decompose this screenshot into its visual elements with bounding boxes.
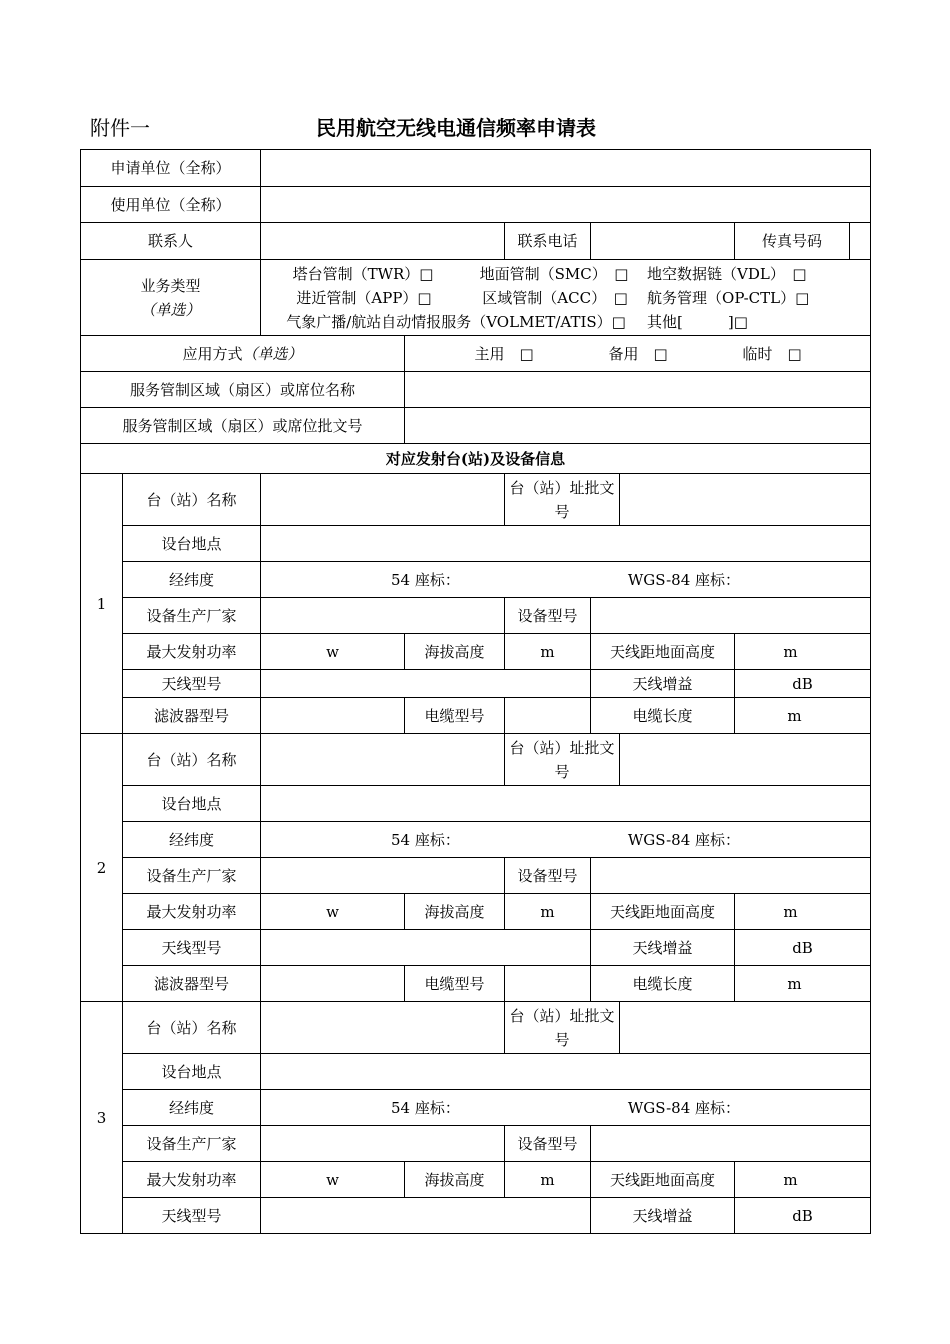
model-field[interactable] [591, 1126, 871, 1162]
coord-54-label: 54 座标： [391, 1098, 460, 1117]
location-field[interactable] [261, 526, 871, 562]
power-unit[interactable]: w [261, 634, 405, 670]
contact-field[interactable] [261, 223, 505, 260]
sector-name-row [81, 372, 871, 408]
station-3-antenna-row [81, 1198, 871, 1234]
option-other[interactable]: 其他[ ]□ [647, 312, 748, 331]
station-approval-label: 台（站）址批文号 [505, 734, 620, 786]
station-3-manufacturer-row [81, 1126, 871, 1162]
station-1-coords-row [81, 562, 871, 598]
antenna-height-unit[interactable]: m [735, 634, 871, 670]
gain-unit[interactable]: dB [735, 1198, 871, 1234]
station-number: 3 [81, 1002, 123, 1234]
station-2-power-row [81, 894, 871, 930]
cable-length-label: 电缆长度 [591, 698, 735, 734]
contact-label: 联系人 [81, 223, 261, 260]
attachment-label: 附件一 [90, 116, 150, 140]
business-options [261, 260, 871, 336]
business-type-label-cell [81, 260, 261, 336]
station-1-power-row [81, 634, 871, 670]
coords-field[interactable] [261, 562, 871, 598]
station-2-name-row [81, 734, 871, 786]
coord-54-label: 54 座标： [391, 830, 460, 849]
option-op-ctl[interactable]: 航务管理（OP-CTL）□ [647, 288, 810, 307]
cable-model-label: 电缆型号 [405, 966, 505, 1002]
applicant-field[interactable] [261, 150, 871, 187]
station-number: 2 [81, 734, 123, 1002]
phone-field[interactable] [591, 223, 735, 260]
mode-backup[interactable]: 备用 □ [608, 344, 668, 363]
filter-model-field[interactable] [261, 698, 405, 734]
coord-wgs84-label: WGS-84 座标： [627, 830, 741, 849]
user-label: 使用单位（全称） [81, 187, 261, 223]
phone-label: 联系电话 [505, 223, 591, 260]
sector-name-field[interactable] [405, 372, 871, 408]
coords-field[interactable] [261, 822, 871, 858]
power-label: 最大发射功率 [123, 634, 261, 670]
filter-model-field[interactable] [261, 966, 405, 1002]
filter-model-label: 滤波器型号 [123, 698, 261, 734]
mode-temporary[interactable]: 临时 □ [742, 344, 802, 363]
station-approval-field[interactable] [620, 734, 871, 786]
manufacturer-field[interactable] [261, 598, 505, 634]
station-3-power-row [81, 1162, 871, 1198]
power-unit[interactable]: w [261, 894, 405, 930]
antenna-model-label: 天线型号 [123, 930, 261, 966]
gain-unit[interactable]: dB [735, 670, 871, 698]
station-2-cable-row [81, 966, 871, 1002]
application-mode-options [405, 336, 871, 372]
power-label: 最大发射功率 [123, 894, 261, 930]
coord-wgs84-label: WGS-84 座标： [627, 1098, 741, 1117]
altitude-unit[interactable]: m [505, 894, 591, 930]
cable-length-label: 电缆长度 [591, 966, 735, 1002]
contact-row [81, 223, 871, 260]
sector-approval-row [81, 408, 871, 444]
antenna-height-unit[interactable]: m [735, 894, 871, 930]
model-label: 设备型号 [505, 598, 591, 634]
option-vdl[interactable]: 地空数据链（VDL） □ [647, 264, 807, 283]
user-field[interactable] [261, 187, 871, 223]
station-name-label: 台（站）名称 [123, 1002, 261, 1054]
station-2-location-row [81, 786, 871, 822]
antenna-gain-label: 天线增益 [591, 670, 735, 698]
applicant-label: 申请单位（全称） [81, 150, 261, 187]
station-approval-field[interactable] [620, 474, 871, 526]
station-1-cable-row [81, 698, 871, 734]
station-1-manufacturer-row [81, 598, 871, 634]
antenna-model-field[interactable] [261, 1198, 591, 1234]
altitude-label: 海拔高度 [405, 1162, 505, 1198]
antenna-model-label: 天线型号 [123, 670, 261, 698]
altitude-label: 海拔高度 [405, 894, 505, 930]
application-form-table [80, 149, 871, 1234]
antenna-model-field[interactable] [261, 670, 591, 698]
manufacturer-field[interactable] [261, 1126, 505, 1162]
form-title: 民用航空无线电通信频率申请表 [316, 116, 596, 140]
model-label: 设备型号 [505, 858, 591, 894]
option-twr[interactable]: 塔台管制（TWR）□ [292, 264, 434, 283]
station-3-name-row [81, 1002, 871, 1054]
coords-label: 经纬度 [123, 562, 261, 598]
application-mode-label: 应用方式 [182, 344, 243, 363]
station-2-coords-row [81, 822, 871, 858]
option-app[interactable]: 进近管制（APP）□ [296, 288, 432, 307]
sector-name-label: 服务管制区域（扇区）或席位名称 [81, 372, 405, 408]
filter-model-label: 滤波器型号 [123, 966, 261, 1002]
business-type-note: （单选） [140, 300, 201, 319]
model-field[interactable] [591, 598, 871, 634]
user-row [81, 187, 871, 223]
mode-primary[interactable]: 主用 □ [474, 344, 534, 363]
power-unit[interactable]: w [261, 1162, 405, 1198]
station-approval-label: 台（站）址批文号 [505, 1002, 620, 1054]
station-3-coords-row [81, 1090, 871, 1126]
station-name-field[interactable] [261, 1002, 505, 1054]
manufacturer-label: 设备生产厂家 [123, 858, 261, 894]
cable-length-unit[interactable]: m [735, 698, 871, 734]
model-field[interactable] [591, 858, 871, 894]
station-2-manufacturer-row [81, 858, 871, 894]
section-header-row [81, 444, 871, 474]
manufacturer-label: 设备生产厂家 [123, 598, 261, 634]
cable-model-field[interactable] [505, 698, 591, 734]
location-label: 设台地点 [123, 786, 261, 822]
sector-approval-label: 服务管制区域（扇区）或席位批文号 [81, 408, 405, 444]
cable-length-unit[interactable]: m [735, 966, 871, 1002]
antenna-model-field[interactable] [261, 930, 591, 966]
coords-field[interactable] [261, 1090, 871, 1126]
antenna-gain-label: 天线增益 [591, 1198, 735, 1234]
station-name-field[interactable] [261, 734, 505, 786]
option-smc[interactable]: 地面管制（SMC） □ [479, 264, 629, 283]
fax-cell [735, 223, 871, 260]
location-field[interactable] [261, 1054, 871, 1090]
station-name-field[interactable] [261, 474, 505, 526]
antenna-height-label: 天线距地面高度 [591, 894, 735, 930]
location-field[interactable] [261, 786, 871, 822]
application-mode-label-cell [81, 336, 405, 372]
gain-unit[interactable]: dB [735, 930, 871, 966]
antenna-height-label: 天线距地面高度 [591, 634, 735, 670]
station-1-name-row [81, 474, 871, 526]
sector-approval-field[interactable] [405, 408, 871, 444]
coords-label: 经纬度 [123, 822, 261, 858]
station-3-location-row [81, 1054, 871, 1090]
station-approval-label: 台（站）址批文号 [505, 474, 620, 526]
coords-label: 经纬度 [123, 1090, 261, 1126]
option-volmet-atis[interactable]: 气象广播/航站自动情报服务（VOLMET/ATIS）□ [286, 312, 626, 331]
business-type-label: 业务类型 [140, 276, 201, 295]
model-label: 设备型号 [505, 1126, 591, 1162]
cable-model-field[interactable] [505, 966, 591, 1002]
station-2-antenna-row [81, 930, 871, 966]
application-mode-row [81, 336, 871, 372]
station-name-label: 台（站）名称 [123, 734, 261, 786]
fax-field[interactable] [850, 223, 870, 259]
antenna-model-label: 天线型号 [123, 1198, 261, 1234]
antenna-height-label: 天线距地面高度 [591, 1162, 735, 1198]
cable-model-label: 电缆型号 [405, 698, 505, 734]
coord-wgs84-label: WGS-84 座标： [627, 570, 741, 589]
coord-54-label: 54 座标： [391, 570, 460, 589]
business-type-row [81, 260, 871, 336]
application-mode-note: （单选） [242, 344, 303, 363]
location-label: 设台地点 [123, 1054, 261, 1090]
station-1-antenna-row [81, 670, 871, 698]
station-name-label: 台（站）名称 [123, 474, 261, 526]
altitude-unit[interactable]: m [505, 1162, 591, 1198]
manufacturer-field[interactable] [261, 858, 505, 894]
station-number: 1 [81, 474, 123, 734]
manufacturer-label: 设备生产厂家 [123, 1126, 261, 1162]
antenna-gain-label: 天线增益 [591, 930, 735, 966]
station-approval-field[interactable] [620, 1002, 871, 1054]
altitude-label: 海拔高度 [405, 634, 505, 670]
location-label: 设台地点 [123, 526, 261, 562]
altitude-unit[interactable]: m [505, 634, 591, 670]
power-label: 最大发射功率 [123, 1162, 261, 1198]
station-1-location-row [81, 526, 871, 562]
section-title: 对应发射台(站)及设备信息 [81, 444, 871, 474]
applicant-row [81, 150, 871, 187]
option-acc[interactable]: 区域管制（ACC） □ [482, 288, 628, 307]
antenna-height-unit[interactable]: m [735, 1162, 871, 1198]
fax-label: 传真号码 [735, 223, 850, 259]
